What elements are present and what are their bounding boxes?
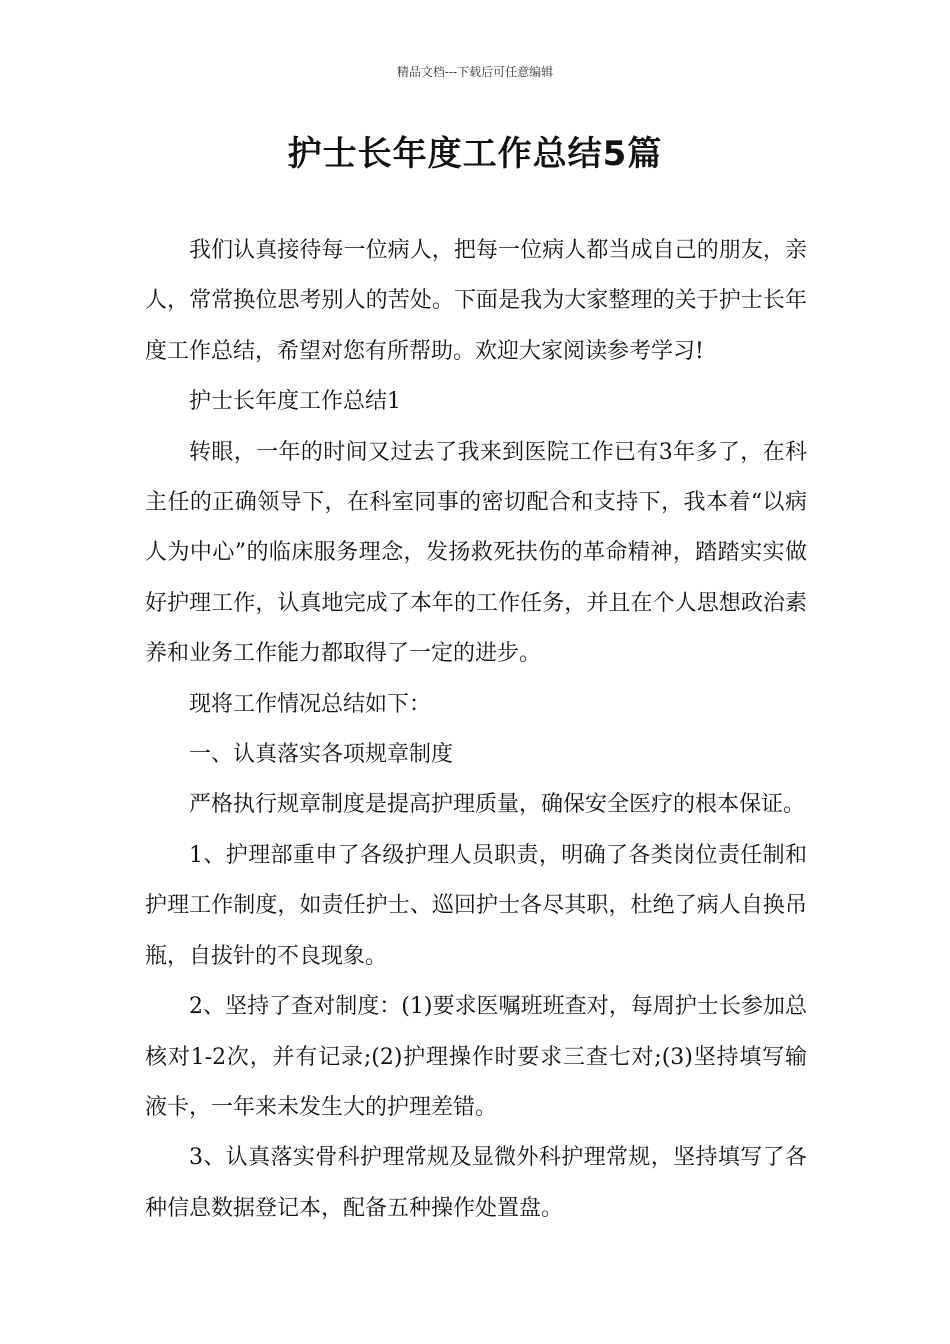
paragraph: 严格执行规章制度是提高护理质量，确保安全医疗的根本保证。 (189, 792, 806, 818)
document-title: 护士长年度工作总结5篇 (287, 134, 663, 174)
list-item: 3、认真落实骨科护理常规及显微外科护理常规，坚持填写了各种信息数据登记本，配备五种操作处置盘。 (145, 1145, 807, 1221)
paragraph: 现将工作情况总结如下： (189, 691, 432, 717)
list-item: 1、护理部重申了各级护理人员职责，明确了各类岗位责任制和护理工作制度，如责任护士、巡回护士各尽其职，杜绝了病人自换吊瓶，自拔针的不良现象。 (145, 842, 807, 969)
document-body (145, 226, 807, 1234)
paragraph: 转眼，一年的时间又过去了我来到医院工作已有3年多了，在科主任的正确领导下，在科室同事的密切配合和支持下，我本着“以病人为中心”的临床服务理念，发扬救死扶伤的革命精神，踏踏实实做好护理工作，认真地完成了本年的工作任务，并且在个人思想政治素养和业务工作能力都取得了一定的进步。 (145, 439, 807, 667)
header-note: 精品文档---下载后可任意编辑 (396, 65, 554, 79)
list-item: 2、坚持了查对制度：(1)要求医嘱班班查对，每周护士长参加总核对1-2次，并有记录;(2)护理操作时要求三查七对;(3)坚持填写输液卡，一年来未发生大的护理差错。 (145, 994, 807, 1120)
section-heading: 一、认真落实各项规章制度 (189, 742, 454, 768)
paragraph-intro: 我们认真接待每一位病人，把每一位病人都当成自己的朋友，亲人，常常换位思考别人的苦处。下面是我为大家整理的关于护士长年度工作总结，希望对您有所帮助。欢迎大家阅读参考学习! (145, 238, 807, 364)
section-heading: 护士长年度工作总结1 (189, 389, 401, 415)
